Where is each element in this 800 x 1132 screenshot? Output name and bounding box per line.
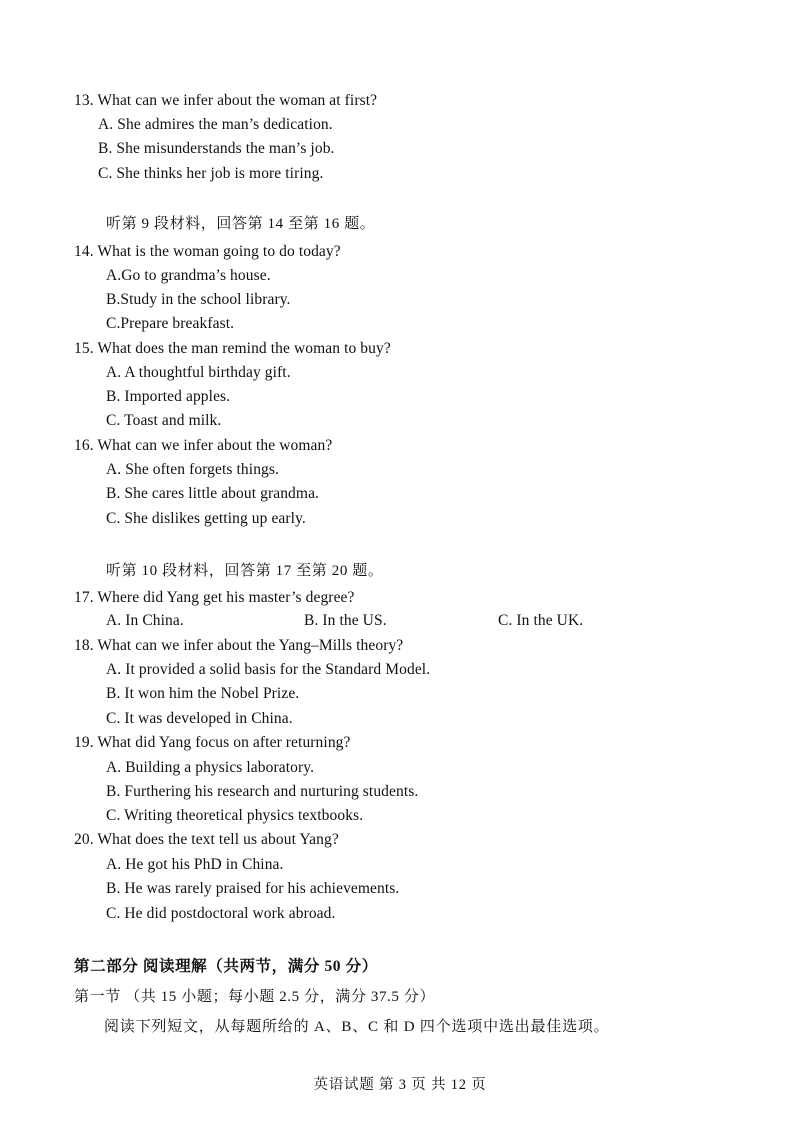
question-15-option-b: B. Imported apples. [106,388,231,405]
question-18-option-a: A. It provided a solid basis for the Standard Model. [106,661,431,678]
question-15-stem: 15. What does the man remind the woman to buy? [74,340,391,357]
question-17-stem: 17. Where did Yang get his master’s degree? [74,589,355,606]
question-19-option-c: C. Writing theoretical physics textbooks. [106,807,364,824]
question-16-stem: 16. What can we infer about the woman? [74,437,333,454]
question-14-option-c: C.Prepare breakfast. [106,315,235,332]
question-19-option-b: B. Furthering his research and nurturing students. [106,783,419,800]
page-footer: 英语试题 第 3 页 共 12 页 [313,1077,487,1093]
question-18-stem: 18. What can we infer about the Yang–Mills theory? [74,637,404,654]
question-19-stem: 19. What did Yang focus on after returning? [74,734,351,751]
question-16-option-c: C. She dislikes getting up early. [106,510,306,527]
section-10-heading: 听第 10 段材料，回答第 17 至第 20 题。 [106,563,384,579]
question-15-option-c: C. Toast and milk. [106,412,222,429]
question-13-option-a: A. She admires the man’s dedication. [98,116,333,133]
question-14-stem: 14. What is the woman going to do today? [74,243,341,260]
question-14-option-b: B.Study in the school library. [106,291,291,308]
question-13-option-b: B. She misunderstands the man’s job. [98,140,335,157]
question-18-option-b: B. It won him the Nobel Prize. [106,685,300,702]
question-15-option-a: A. A thoughtful birthday gift. [106,364,291,381]
question-17-option-c: C. In the UK. [498,612,584,629]
reading-instructions: 阅读下列短文，从每题所给的 A、B、C 和 D 四个选项中选出最佳选项。 [104,1019,610,1035]
question-18-option-c: C. It was developed in China. [106,710,293,727]
question-13-stem: 13. What can we infer about the woman at first? [74,92,378,109]
question-20-stem: 20. What does the text tell us about Yang? [74,831,339,848]
question-20-option-a: A. He got his PhD in China. [106,856,284,873]
question-17-option-a: A. In China. [106,612,184,629]
question-16-option-b: B. She cares little about grandma. [106,485,320,502]
part-2-section-1-heading: 第一节 （共 15 小题；每小题 2.5 分，满分 37.5 分） [74,989,436,1005]
question-13-option-c: C. She thinks her job is more tiring. [98,165,324,182]
question-20-option-b: B. He was rarely praised for his achievements. [106,880,400,897]
question-14-option-a: A.Go to grandma’s house. [106,267,271,284]
question-20-option-c: C. He did postdoctoral work abroad. [106,905,336,922]
question-19-option-a: A. Building a physics laboratory. [106,759,315,776]
question-16-option-a: A. She often forgets things. [106,461,279,478]
question-17-option-b: B. In the US. [304,612,387,629]
section-9-heading: 听第 9 段材料，回答第 14 至第 16 题。 [106,216,376,232]
part-2-title: 第二部分 阅读理解（共两节，满分 50 分） [74,958,378,975]
